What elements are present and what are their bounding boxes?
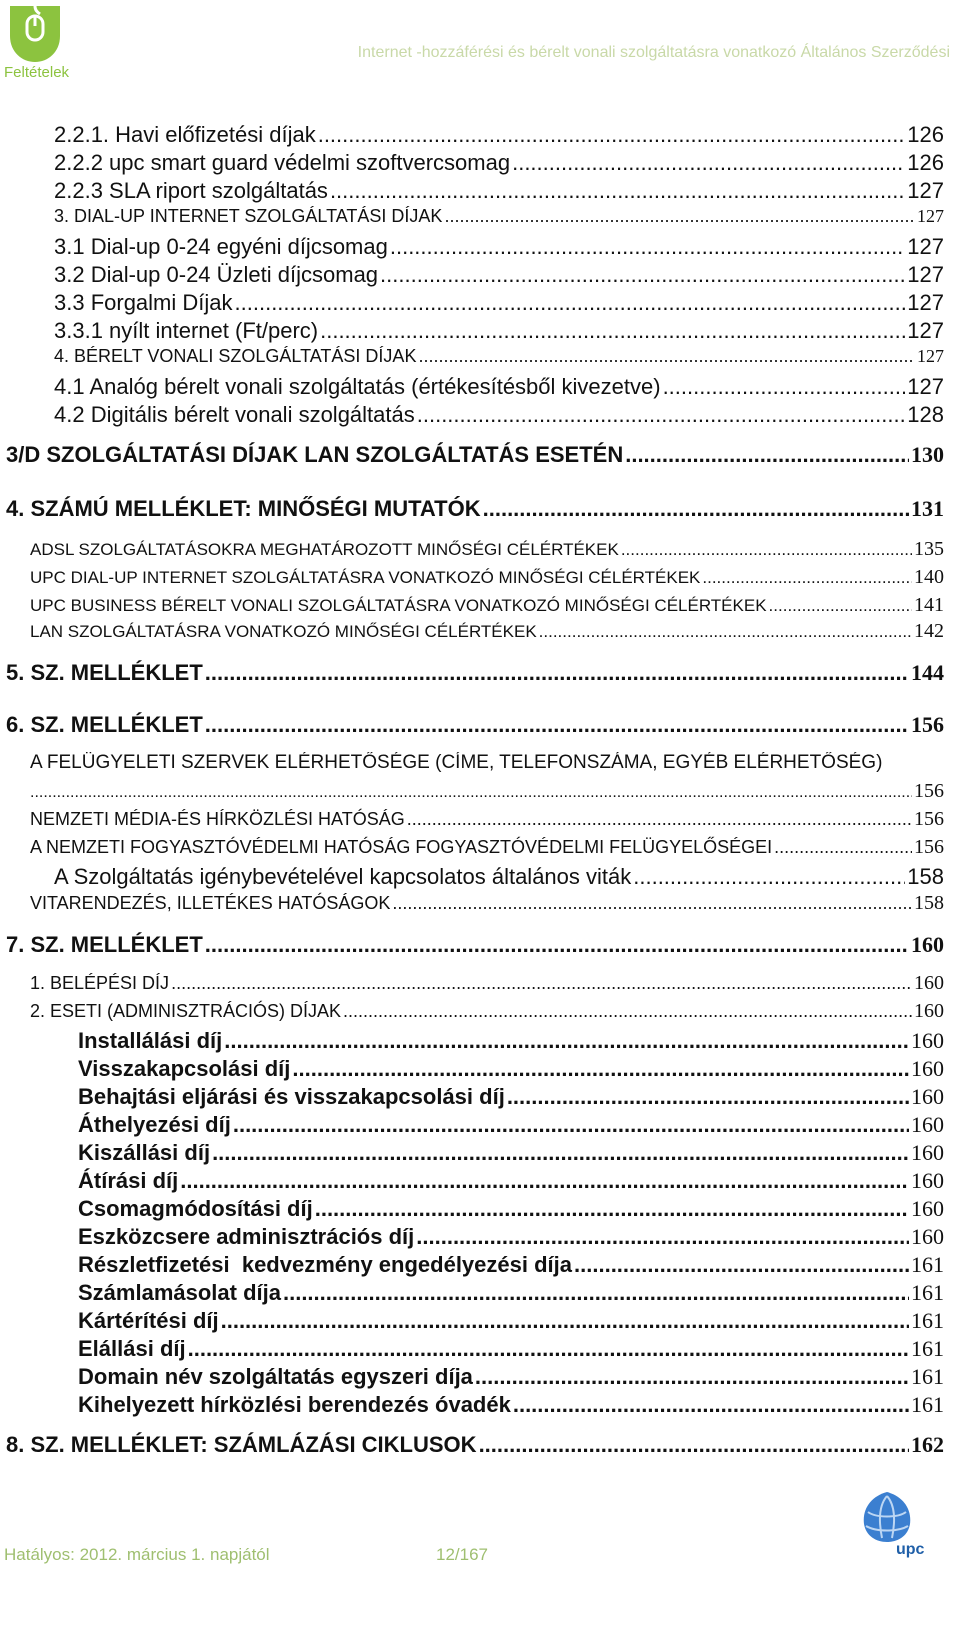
toc-entry-page: 142 [914, 620, 944, 642]
toc-entry-page: 127 [907, 290, 944, 315]
toc-entry-title: 2.2.2 upc smart guard védelmi szoftvercsomag [54, 150, 511, 175]
toc-entry[interactable] [54, 178, 944, 204]
toc-entry-title-long[interactable]: A FELÜGYELETI SZERVEK ELÉRHETŐSÉGE (CÍME, TELEFONSZÁMA, EGYÉB ELÉRHETŐSÉG) [30, 752, 883, 773]
toc-entry-title: 2.2.3 SLA riport szolgáltatás [54, 178, 328, 203]
toc-entry[interactable] [54, 122, 944, 148]
toc-entry-title: Kártérítési díj [78, 1308, 219, 1333]
toc-entry[interactable] [54, 318, 944, 344]
toc-entry-title: Behajtási eljárási és visszakapcsolási díj [78, 1084, 505, 1109]
toc-entry-title: Elállási díj [78, 1336, 186, 1361]
toc-entry-page: 161 [911, 1280, 944, 1305]
toc-entry-page: 131 [911, 496, 944, 521]
toc-entry-page: 127 [907, 374, 944, 399]
toc-entry[interactable] [30, 620, 944, 643]
toc-entry[interactable] [30, 566, 944, 589]
toc-entry-page: 161 [911, 1364, 944, 1389]
toc-entry-title: 3. DIAL-UP INTERNET SZOLGÁLTATÁSI DÍJAK [54, 206, 443, 226]
toc-entry-title: NEMZETI MÉDIA-ÉS HÍRKÖZLÉSI HATÓSÁG [30, 809, 405, 829]
toc-entry[interactable] [54, 206, 944, 227]
toc-entry-title: 2. ESETI (ADMINISZTRÁCIÓS) DÍJAK [30, 1001, 342, 1021]
toc-entry-title: 7. SZ. MELLÉKLET [6, 932, 203, 957]
header-document-title: Internet -hozzáférési és bérelt vonali szolgáltatásra vonatkozó Általános Szerződési [357, 44, 950, 61]
toc-entry-title: 1. BELÉPÉSI DÍJ [30, 973, 170, 993]
toc-entry[interactable] [6, 1432, 944, 1458]
toc-entry-title: UPC DIAL-UP INTERNET SZOLGÁLTATÁSRA VONATKOZÓ MINŐSÉGI CÉLÉRTÉKEK [30, 568, 701, 587]
toc-entry[interactable] [78, 1392, 944, 1418]
toc-entry[interactable] [30, 594, 944, 617]
toc-entry[interactable] [78, 1280, 944, 1306]
toc-entry-title: Átírási díj [78, 1168, 179, 1193]
toc-entry-page: 160 [911, 932, 944, 957]
toc-entry-page: 160 [914, 972, 944, 994]
toc-entry[interactable] [30, 538, 944, 561]
toc-entry[interactable] [30, 1000, 944, 1023]
toc-entry-page: 156 [914, 780, 944, 802]
toc-entry-title: VITARENDEZÉS, ILLETÉKES HATÓSÁGOK [30, 893, 391, 913]
toc-entry-page: 127 [907, 262, 944, 287]
toc-entry-page: 156 [914, 808, 944, 830]
toc-entry[interactable] [54, 864, 944, 890]
toc-entry-title: 6. SZ. MELLÉKLET [6, 712, 203, 737]
toc-entry-page: 160 [911, 1140, 944, 1165]
toc-entry[interactable] [78, 1196, 944, 1222]
toc-entry-title: 3.3.1 nyílt internet (Ft/perc) [54, 318, 319, 343]
toc-entry-page: 127 [907, 234, 944, 259]
toc-entry[interactable] [54, 290, 944, 316]
toc-entry[interactable] [78, 1084, 944, 1110]
toc-entry-page: 140 [914, 566, 944, 588]
toc-entry-page: 158 [907, 864, 944, 889]
toc-entry-page: 141 [914, 594, 944, 616]
toc-entry-page: 161 [911, 1392, 944, 1417]
toc-entry-title: 4. SZÁMÚ MELLÉKLET: MINŐSÉGI MUTATÓK [6, 496, 481, 521]
toc-entry-title: Eszközcsere adminisztrációs díj [78, 1224, 415, 1249]
toc-entry-page: 162 [911, 1432, 944, 1457]
toc-entry-page: 130 [911, 442, 944, 467]
toc-entry-title: Csomagmódosítási díj [78, 1196, 313, 1221]
toc-entry[interactable] [30, 892, 944, 915]
toc-entry[interactable] [78, 1168, 944, 1194]
toc-entry-continuation [30, 780, 944, 803]
toc-entry[interactable] [78, 1336, 944, 1362]
toc-entry-page: 126 [907, 122, 944, 147]
toc-entry[interactable] [6, 660, 944, 686]
toc-entry-page: 160 [911, 1084, 944, 1109]
toc-entry-page: 127 [907, 178, 944, 203]
toc-entry-title: 3.1 Dial-up 0-24 egyéni díjcsomag [54, 234, 388, 259]
toc-entry-title: 4.1 Analóg bérelt vonali szolgáltatás (értékesítésből kivezetve) [54, 374, 661, 399]
header-brand-label: Feltételek [4, 64, 70, 81]
toc-entry-title: LAN SZOLGÁLTATÁSRA VONATKOZÓ MINŐSÉGI CÉLÉRTÉKEK [30, 622, 537, 641]
toc-entry-page: 160 [911, 1168, 944, 1193]
toc-entry[interactable] [54, 150, 944, 176]
toc-entry-page: 135 [914, 538, 944, 560]
toc-entry-title: 3/D SZOLGÁLTATÁSI DÍJAK LAN SZOLGÁLTATÁS ESETÉN [6, 442, 624, 467]
toc-entry-title: UPC BUSINESS BÉRELT VONALI SZOLGÁLTATÁSRA VONATKOZÓ MINŐSÉGI CÉLÉRTÉKEK [30, 596, 767, 615]
toc-entry[interactable] [54, 262, 944, 288]
toc-entry[interactable] [78, 1252, 944, 1278]
toc-entry-page: 158 [914, 892, 944, 914]
footer-effective-date: Hatályos: 2012. március 1. napjától [4, 1545, 270, 1564]
toc-entry-page: 128 [907, 402, 944, 427]
toc-entry-page: 127 [917, 346, 944, 366]
toc-entry[interactable] [54, 402, 944, 428]
footer-page-count: 12/167 [436, 1545, 488, 1564]
toc-entry[interactable] [78, 1056, 944, 1082]
upc-logo-icon [842, 1488, 932, 1558]
toc-entry-page: 144 [911, 660, 944, 685]
toc-entry-title: Domain név szolgáltatás egyszeri díja [78, 1364, 473, 1389]
toc-entry-title: Részletfizetési kedvezmény engedélyezési díja [78, 1252, 573, 1277]
toc-entry-page: 161 [911, 1308, 944, 1333]
toc-entry[interactable] [54, 374, 944, 400]
upc-logo-wordmark: upc [896, 1541, 925, 1558]
toc-entry-page: 160 [911, 1112, 944, 1137]
toc-entry-title: Kiszállási díj [78, 1140, 211, 1165]
toc-entry-page: 160 [911, 1056, 944, 1081]
toc-entry-title: 8. SZ. MELLÉKLET: SZÁMLÁZÁSI CIKLUSOK [6, 1432, 477, 1457]
toc-entry[interactable] [54, 346, 944, 367]
toc-entry-title: A NEMZETI FOGYASZTÓVÉDELMI HATÓSÁG FOGYASZTÓVÉDELMI FELÜGYELŐSÉGEI [30, 837, 773, 857]
toc-entry[interactable] [30, 808, 944, 831]
toc-entry-title: ADSL SZOLGÁLTATÁSOKRA MEGHATÁROZOTT MINŐSÉGI CÉLÉRTÉKEK [30, 540, 619, 559]
toc-entry-title: Kihelyezett hírközlési berendezés óvadék [78, 1392, 511, 1417]
toc-entry[interactable] [6, 932, 944, 958]
toc-entry[interactable] [78, 1112, 944, 1138]
toc-entry-page: 156 [914, 836, 944, 858]
toc-entry[interactable] [78, 1140, 944, 1166]
toc-entry-title: 3.3 Forgalmi Díjak [54, 290, 233, 315]
toc-entry[interactable] [30, 972, 944, 995]
toc-entry-page: 161 [911, 1336, 944, 1361]
toc-entry[interactable] [6, 496, 944, 522]
toc-entry-title: Számlamásolat díja [78, 1280, 281, 1305]
toc-entry-page: 127 [907, 318, 944, 343]
toc-entry-title: 4. BÉRELT VONALI SZOLGÁLTATÁSI DÍJAK [54, 346, 417, 366]
toc-entry-page: 160 [911, 1196, 944, 1221]
toc-entry-page: 160 [911, 1224, 944, 1249]
toc-entry-page: 160 [911, 1028, 944, 1053]
toc-entry[interactable] [54, 234, 944, 260]
toc-entry-title: Installálási díj [78, 1028, 223, 1053]
toc-entry-page: 156 [911, 712, 944, 737]
toc-entry-title: Áthelyezési díj [78, 1112, 231, 1137]
upc-mouse-logo-icon [4, 2, 66, 66]
toc-entry-page: 160 [914, 1000, 944, 1022]
toc-entry[interactable] [6, 712, 944, 738]
toc-entry-page: 126 [907, 150, 944, 175]
toc-entry-title: 4.2 Digitális bérelt vonali szolgáltatás [54, 402, 415, 427]
toc-entry[interactable] [6, 442, 944, 468]
toc-entry-title: 5. SZ. MELLÉKLET [6, 660, 203, 685]
toc-entry[interactable] [78, 1364, 944, 1390]
toc-entry[interactable] [30, 836, 944, 859]
toc-entry[interactable] [78, 1224, 944, 1250]
toc-entry[interactable] [78, 1028, 944, 1054]
toc-entry-page: 161 [911, 1252, 944, 1277]
toc-entry-title: A Szolgáltatás igénybevételével kapcsolatos általános viták [54, 864, 632, 889]
toc-entry-title: Visszakapcsolási díj [78, 1056, 291, 1081]
toc-entry[interactable] [78, 1308, 944, 1334]
toc-entry-page: 127 [917, 206, 944, 226]
toc-entry-title: 3.2 Dial-up 0-24 Üzleti díjcsomag [54, 262, 379, 287]
toc-entry-title: 2.2.1. Havi előfizetési díjak [54, 122, 316, 147]
